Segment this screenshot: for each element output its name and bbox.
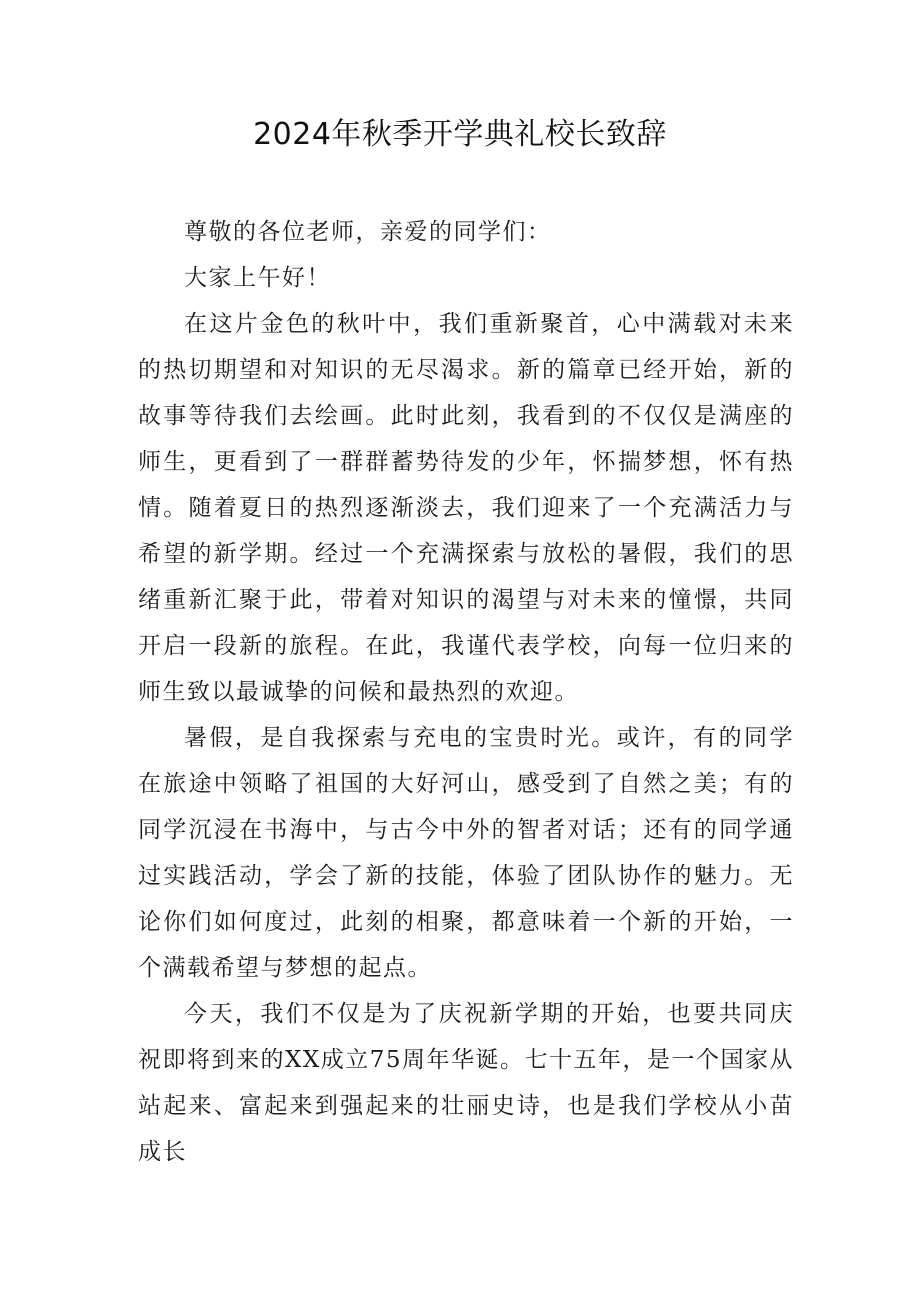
paragraph: 在这片金色的秋叶中，我们重新聚首，心中满载对未来的热切期望和对知识的无尽渴求。新的篇章已经开始，新的故事等待我们去绘画。此时此刻，我看到的不仅仅是满座的师生，更看到了一群群蓄势待发的少年，怀揣梦想，怀有热情。随着夏日的热烈逐渐淡去，我们迎来了一个充满活力与希望的新学期。经过一个充满探索与放松的暑假，我们的思绪重新汇聚于此，带着对知识的渴望与对未来的憧憬，共同开启一段新的旅程。在此，我谨代表学校，向每一位归来的师生致以最诚挚的问候和最热烈的欢迎。	[138, 311, 794, 705]
document-body	[138, 209, 794, 1175]
document-title: 2024年秋季开学典礼校长致辞	[253, 117, 667, 152]
paragraph: 暑假，是自我探索与充电的宝贵时光。或许，有的同学在旅途中领略了祖国的大好河山，感受到了自然之美；有的同学沉浸在书海中，与古今中外的智者对话；还有的同学通过实践活动，学会了新的技能，体验了团队协作的魅力。无论你们如何度过，此刻的相聚，都意味着一个新的开始，一个满载希望与梦想的起点。	[138, 725, 794, 981]
salutation: 尊敬的各位老师，亲爱的同学们：	[184, 219, 552, 245]
paragraph: 今天，我们不仅是为了庆祝新学期的开始，也要共同庆祝即将到来的XX成立75周年华诞。七十五年，是一个国家从站起来、富起来到强起来的壮丽史诗，也是我们学校从小苗成长	[138, 1001, 795, 1165]
greeting: 大家上午好！	[184, 265, 331, 291]
